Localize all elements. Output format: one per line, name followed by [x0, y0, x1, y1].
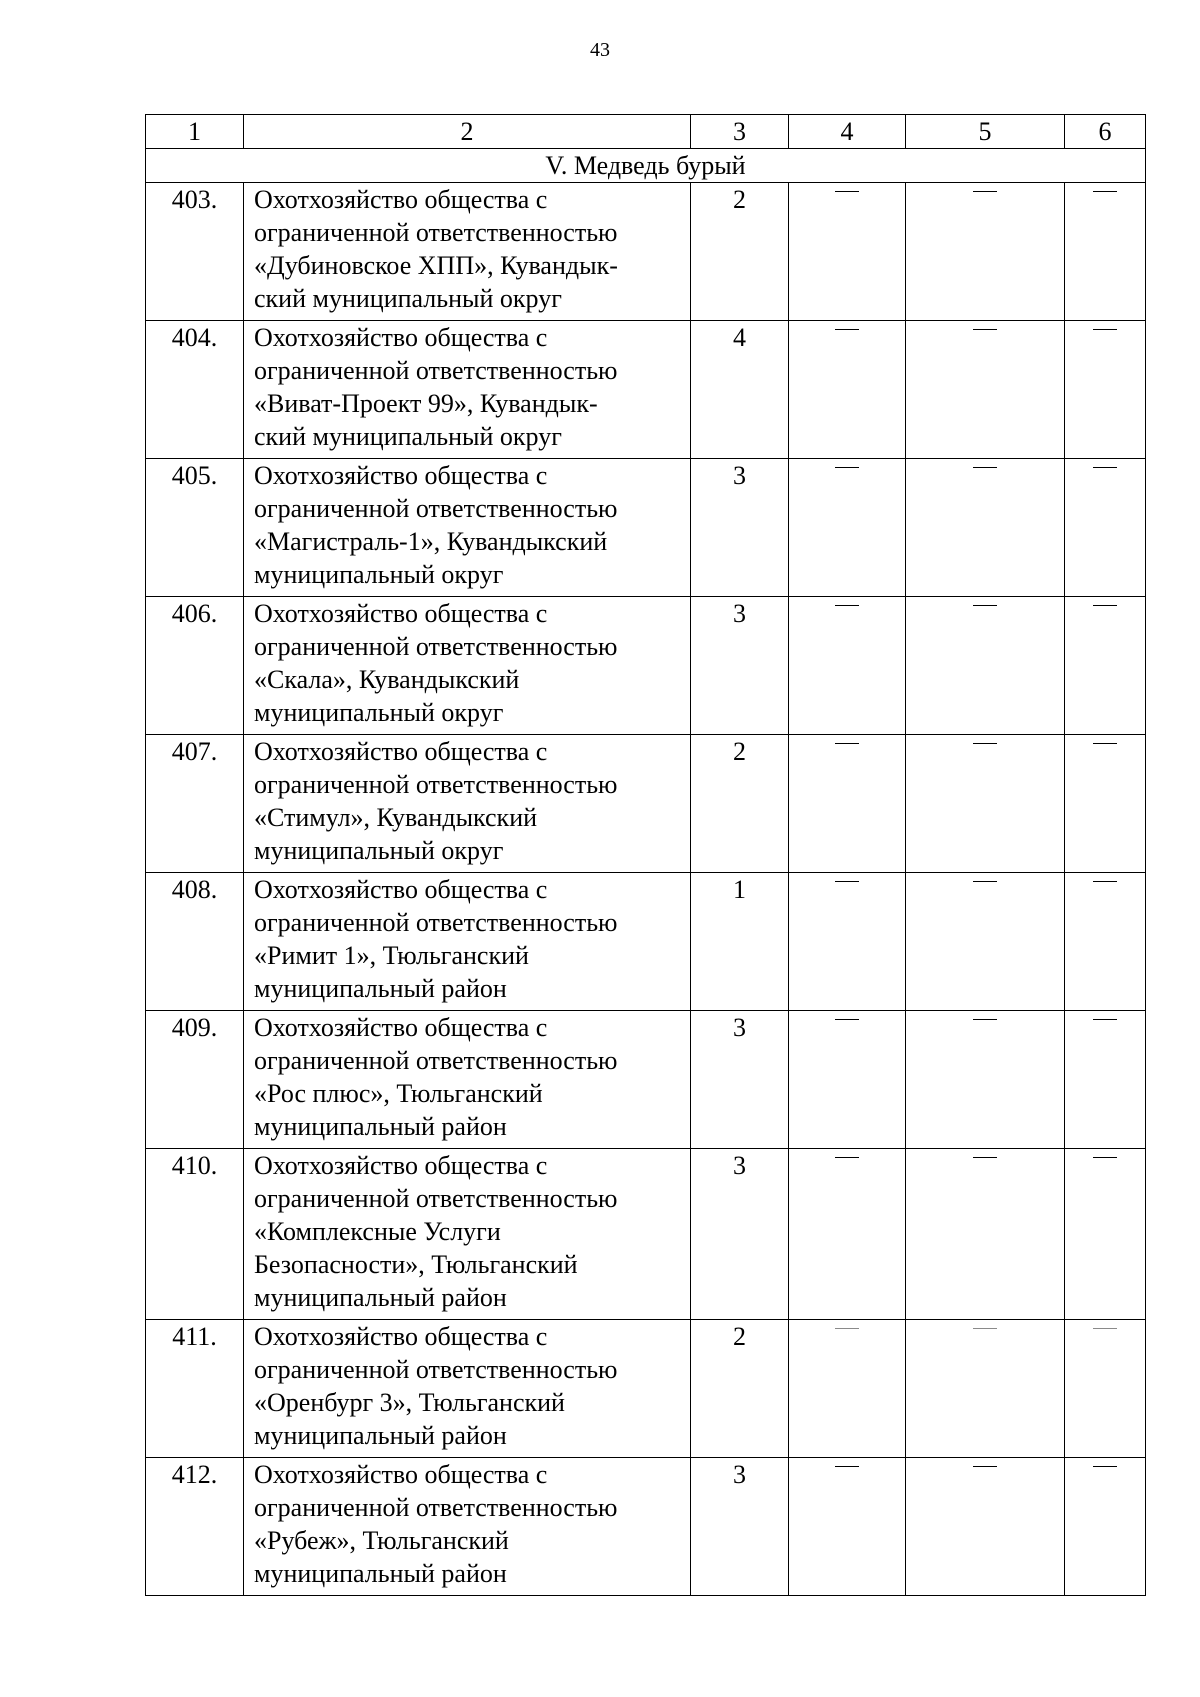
name-line: «Стимул», Кувандыкский [254, 803, 538, 832]
empty-value-c4 [789, 321, 906, 459]
quota-value: 2 [691, 1320, 789, 1458]
name-line: муниципальный район [254, 974, 507, 1003]
name-line: муниципальный район [254, 1559, 507, 1588]
dash-mark [1093, 1466, 1117, 1467]
name-line: Охотхозяйство общества с [254, 1013, 548, 1042]
row-number: 407. [146, 735, 244, 873]
name-line: «Комплексные Услуги [254, 1217, 501, 1246]
dash-mark [835, 1328, 859, 1329]
hunting-ground-name [244, 1149, 691, 1320]
dash-mark [1093, 191, 1117, 192]
empty-value-c6 [1065, 597, 1146, 735]
quota-value: 2 [691, 735, 789, 873]
empty-value-c4 [789, 873, 906, 1011]
name-line: Охотхозяйство общества с [254, 461, 548, 490]
empty-value-c5 [906, 1149, 1065, 1320]
name-line: ограниченной ответственностью [254, 770, 618, 799]
name-line: муниципальный район [254, 1112, 507, 1141]
row-number: 404. [146, 321, 244, 459]
empty-value-c6 [1065, 321, 1146, 459]
empty-value-c6 [1065, 873, 1146, 1011]
empty-value-c6 [1065, 459, 1146, 597]
row-number: 408. [146, 873, 244, 1011]
dash-mark [835, 191, 859, 192]
quota-value: 3 [691, 459, 789, 597]
dash-mark [1093, 1328, 1117, 1329]
dash-mark [973, 1157, 997, 1158]
row-number: 411. [146, 1320, 244, 1458]
name-line: муниципальный округ [254, 698, 504, 727]
row-number: 409. [146, 1011, 244, 1149]
empty-value-c4 [789, 183, 906, 321]
row-number: 403. [146, 183, 244, 321]
name-line: Охотхозяйство общества с [254, 1322, 548, 1351]
dash-mark [973, 743, 997, 744]
hunting-ground-name [244, 1320, 691, 1458]
empty-value-c4 [789, 735, 906, 873]
section-title: V. Медведь бурый [146, 149, 1146, 183]
table-row [146, 321, 1146, 459]
dash-mark [973, 1328, 997, 1329]
empty-value-c6 [1065, 1011, 1146, 1149]
dash-mark [835, 605, 859, 606]
quota-value: 3 [691, 597, 789, 735]
column-number-row [146, 115, 1146, 149]
name-line: ский муниципальный округ [254, 422, 562, 451]
table-row [146, 597, 1146, 735]
name-line: «Дубиновское ХПП», Кувандык- [254, 251, 618, 280]
table-body [146, 115, 1146, 1596]
name-line: ограниченной ответственностью [254, 218, 618, 247]
name-line: Охотхозяйство общества с [254, 599, 548, 628]
empty-value-c6 [1065, 1149, 1146, 1320]
section-row [146, 149, 1146, 183]
dash-mark [1093, 743, 1117, 744]
name-line: ограниченной ответственностью [254, 1355, 618, 1384]
table-row [146, 459, 1146, 597]
dash-mark [835, 1157, 859, 1158]
empty-value-c5 [906, 873, 1065, 1011]
hunting-ground-name [244, 1458, 691, 1596]
empty-value-c4 [789, 1149, 906, 1320]
table-row [146, 1149, 1146, 1320]
quota-value: 2 [691, 183, 789, 321]
empty-value-c4 [789, 459, 906, 597]
dash-mark [1093, 329, 1117, 330]
empty-value-c5 [906, 321, 1065, 459]
column-number-3: 3 [691, 115, 789, 149]
dash-mark [835, 1019, 859, 1020]
table-row [146, 873, 1146, 1011]
empty-value-c5 [906, 735, 1065, 873]
name-line: ограниченной ответственностью [254, 356, 618, 385]
name-line: ограниченной ответственностью [254, 1046, 618, 1075]
empty-value-c4 [789, 1011, 906, 1149]
name-line: Охотхозяйство общества с [254, 323, 548, 352]
empty-value-c5 [906, 597, 1065, 735]
name-line: Охотхозяйство общества с [254, 1151, 548, 1180]
row-number: 412. [146, 1458, 244, 1596]
quota-value: 4 [691, 321, 789, 459]
empty-value-c6 [1065, 183, 1146, 321]
dash-mark [973, 1019, 997, 1020]
name-line: Безопасности», Тюльганский [254, 1250, 578, 1279]
name-line: «Магистраль-1», Кувандыкский [254, 527, 608, 556]
empty-value-c6 [1065, 735, 1146, 873]
name-line: Охотхозяйство общества с [254, 185, 548, 214]
row-number: 406. [146, 597, 244, 735]
table-row [146, 1011, 1146, 1149]
page-number: 43 [590, 39, 610, 61]
empty-value-c4 [789, 597, 906, 735]
empty-value-c4 [789, 1458, 906, 1596]
empty-value-c5 [906, 1011, 1065, 1149]
column-number-5: 5 [906, 115, 1065, 149]
dash-mark [835, 743, 859, 744]
column-number-4: 4 [789, 115, 906, 149]
dash-mark [973, 467, 997, 468]
table-row [146, 1458, 1146, 1596]
hunting-ground-name [244, 459, 691, 597]
name-line: ограниченной ответственностью [254, 1493, 618, 1522]
name-line: Охотхозяйство общества с [254, 1460, 548, 1489]
dash-mark [973, 605, 997, 606]
quota-value: 3 [691, 1149, 789, 1320]
table-row [146, 735, 1146, 873]
dash-mark [1093, 467, 1117, 468]
hunting-ground-name [244, 735, 691, 873]
hunting-ground-name [244, 597, 691, 735]
name-line: ограниченной ответственностью [254, 908, 618, 937]
row-number: 410. [146, 1149, 244, 1320]
name-line: муниципальный округ [254, 836, 504, 865]
row-number: 405. [146, 459, 244, 597]
name-line: ограниченной ответственностью [254, 1184, 618, 1213]
name-line: муниципальный район [254, 1283, 507, 1312]
dash-mark [973, 191, 997, 192]
quota-value: 1 [691, 873, 789, 1011]
name-line: Охотхозяйство общества с [254, 875, 548, 904]
dash-mark [973, 881, 997, 882]
hunting-ground-name [244, 321, 691, 459]
empty-value-c4 [789, 1320, 906, 1458]
quota-value: 3 [691, 1011, 789, 1149]
empty-value-c6 [1065, 1458, 1146, 1596]
dash-mark [1093, 881, 1117, 882]
table-row [146, 183, 1146, 321]
column-number-2: 2 [244, 115, 691, 149]
name-line: муниципальный округ [254, 560, 504, 589]
dash-mark [1093, 605, 1117, 606]
name-line: «Рос плюс», Тюльганский [254, 1079, 543, 1108]
name-line: «Рубеж», Тюльганский [254, 1526, 509, 1555]
name-line: ский муниципальный округ [254, 284, 562, 313]
name-line: ограниченной ответственностью [254, 632, 618, 661]
dash-mark [1093, 1019, 1117, 1020]
empty-value-c5 [906, 1320, 1065, 1458]
dash-mark [835, 881, 859, 882]
name-line: «Оренбург 3», Тюльганский [254, 1388, 565, 1417]
dash-mark [835, 329, 859, 330]
hunting-ground-name [244, 1011, 691, 1149]
name-line: «Скала», Кувандыкский [254, 665, 520, 694]
empty-value-c5 [906, 1458, 1065, 1596]
dash-mark [835, 1466, 859, 1467]
column-number-1: 1 [146, 115, 244, 149]
dash-mark [835, 467, 859, 468]
hunting-ground-name [244, 183, 691, 321]
dash-mark [1093, 1157, 1117, 1158]
empty-value-c6 [1065, 1320, 1146, 1458]
hunting-ground-name [244, 873, 691, 1011]
empty-value-c5 [906, 183, 1065, 321]
name-line: муниципальный район [254, 1421, 507, 1450]
dash-mark [973, 1466, 997, 1467]
column-number-6: 6 [1065, 115, 1146, 149]
table-row [146, 1320, 1146, 1458]
quota-value: 3 [691, 1458, 789, 1596]
name-line: «Римит 1», Тюльганский [254, 941, 529, 970]
name-line: «Виват-Проект 99», Кувандык- [254, 389, 598, 418]
dash-mark [973, 329, 997, 330]
empty-value-c5 [906, 459, 1065, 597]
hunting-quota-table [145, 114, 1146, 1596]
name-line: ограниченной ответственностью [254, 494, 618, 523]
name-line: Охотхозяйство общества с [254, 737, 548, 766]
